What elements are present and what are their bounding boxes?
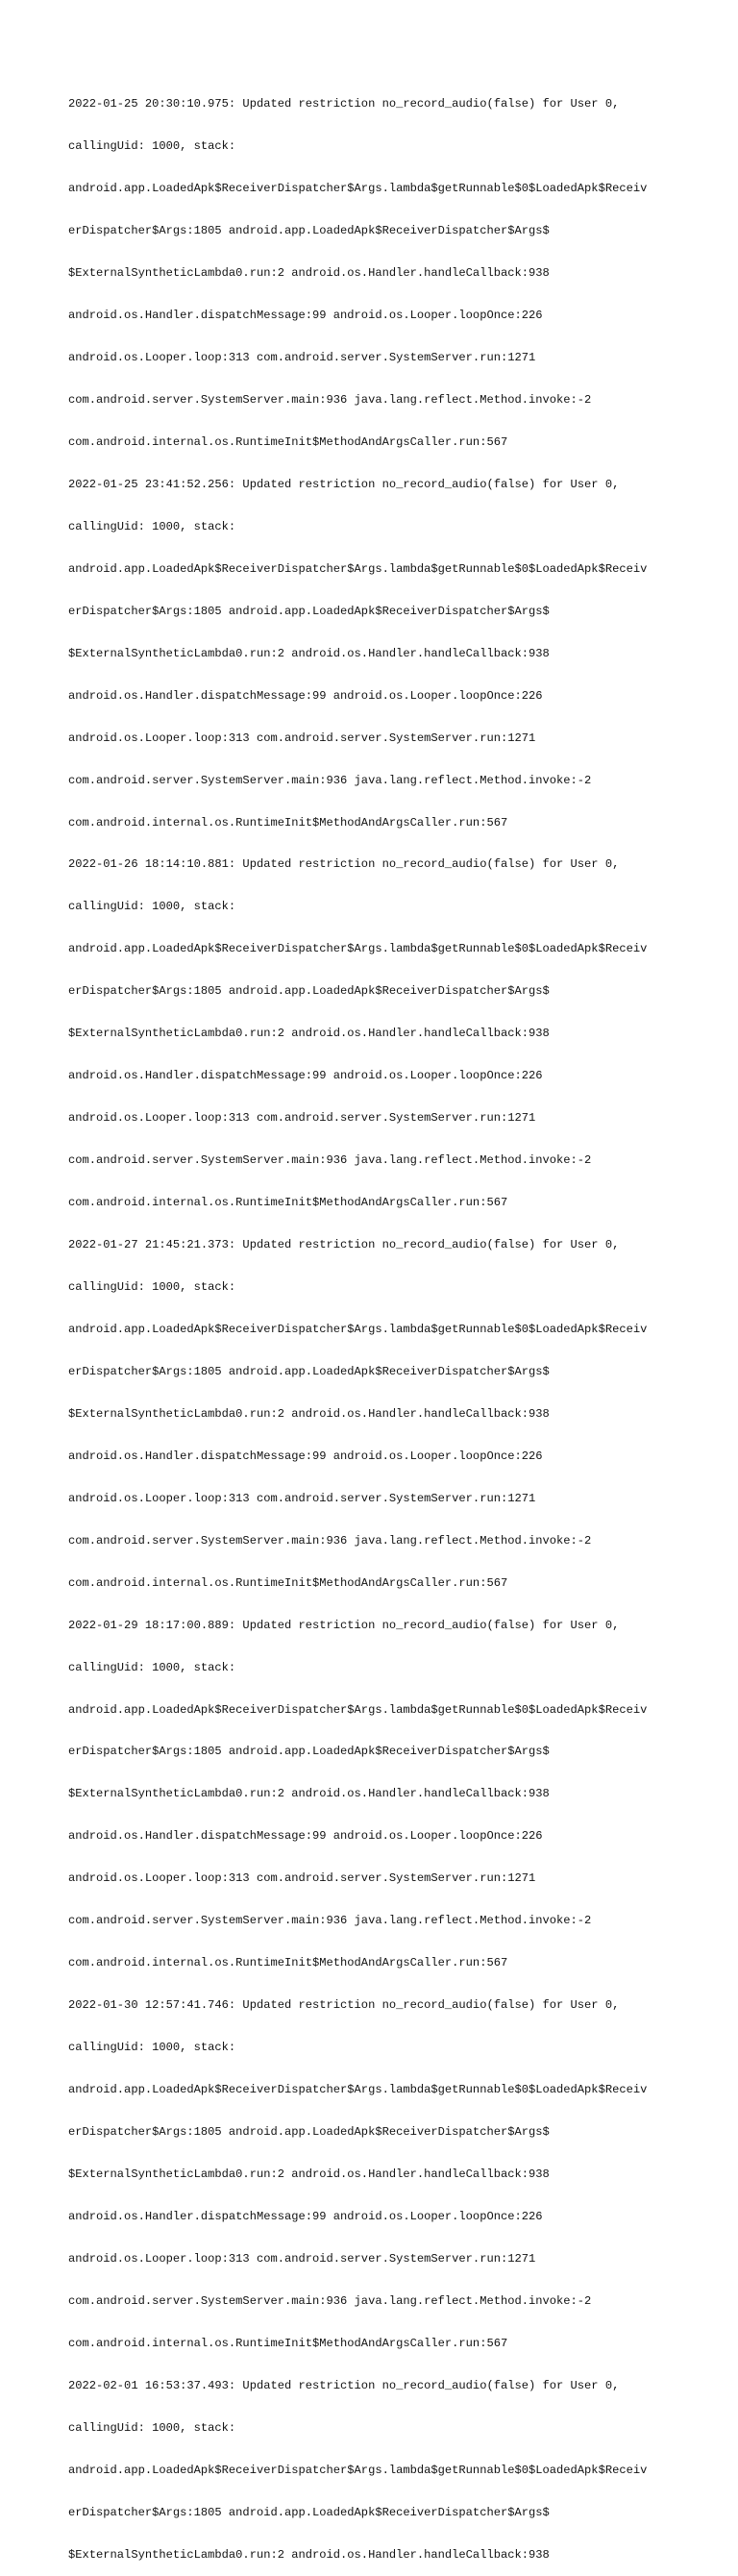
log-line: $ExternalSyntheticLambda0.run:2 android.os.Handler.handleCallback:938 xyxy=(68,646,550,660)
log-line: callingUid: 1000, stack: xyxy=(68,139,236,154)
log-line: 2022-02-01 16:53:37.493: Updated restriction no_record_audio(false) for User 0, xyxy=(68,2378,620,2392)
log-line: android.os.Handler.dispatchMessage:99 android.os.Looper.loopOnce:226 xyxy=(68,2209,543,2223)
log-line: erDispatcher$Args:1805 android.app.LoadedApk$ReceiverDispatcher$Args$ xyxy=(68,984,550,999)
log-line: callingUid: 1000, stack: xyxy=(68,1660,236,1674)
log-line: $ExternalSyntheticLambda0.run:2 android.os.Handler.handleCallback:938 xyxy=(68,1787,550,1801)
log-line: android.app.LoadedApk$ReceiverDispatcher$Args.lambda$getRunnable$0$LoadedApk$Receiv xyxy=(68,942,648,956)
log-line: callingUid: 1000, stack: xyxy=(68,900,236,914)
log-line: android.os.Looper.loop:313 com.android.server.SystemServer.run:1271 xyxy=(68,351,536,365)
log-line: 2022-01-29 18:17:00.889: Updated restriction no_record_audio(false) for User 0, xyxy=(68,1618,620,1632)
log-line: android.app.LoadedApk$ReceiverDispatcher$Args.lambda$getRunnable$0$LoadedApk$Receiv xyxy=(68,1702,648,1717)
log-line: callingUid: 1000, stack: xyxy=(68,519,236,533)
log-line: 2022-01-26 18:14:10.881: Updated restriction no_record_audio(false) for User 0, xyxy=(68,857,620,872)
log-line: android.os.Handler.dispatchMessage:99 android.os.Looper.loopOnce:226 xyxy=(68,1829,543,1844)
log-line: $ExternalSyntheticLambda0.run:2 android.os.Handler.handleCallback:938 xyxy=(68,2167,550,2182)
log-line: android.os.Handler.dispatchMessage:99 android.os.Looper.loopOnce:226 xyxy=(68,309,543,323)
log-line: android.app.LoadedApk$ReceiverDispatcher$Args.lambda$getRunnable$0$LoadedApk$Receiv xyxy=(68,2463,648,2477)
log-line: com.android.internal.os.RuntimeInit$MethodAndArgsCaller.run:567 xyxy=(68,815,508,830)
log-line: $ExternalSyntheticLambda0.run:2 android.os.Handler.handleCallback:938 xyxy=(68,266,550,281)
log-line: $ExternalSyntheticLambda0.run:2 android.os.Handler.handleCallback:938 xyxy=(68,1027,550,1041)
log-line: android.app.LoadedApk$ReceiverDispatcher$Args.lambda$getRunnable$0$LoadedApk$Receiv xyxy=(68,182,648,196)
log-line: com.android.server.SystemServer.main:936 java.lang.reflect.Method.invoke:-2 xyxy=(68,1153,592,1168)
log-line: erDispatcher$Args:1805 android.app.LoadedApk$ReceiverDispatcher$Args$ xyxy=(68,604,550,618)
log-line: com.android.server.SystemServer.main:936 java.lang.reflect.Method.invoke:-2 xyxy=(68,2293,592,2308)
log-line: erDispatcher$Args:1805 android.app.LoadedApk$ReceiverDispatcher$Args$ xyxy=(68,1364,550,1378)
log-line: 2022-01-25 20:30:10.975: Updated restriction no_record_audio(false) for User 0, xyxy=(68,97,620,111)
log-line: com.android.server.SystemServer.main:936 java.lang.reflect.Method.invoke:-2 xyxy=(68,1914,592,1928)
log-line: android.app.LoadedApk$ReceiverDispatcher$Args.lambda$getRunnable$0$LoadedApk$Receiv xyxy=(68,1322,648,1336)
log-line: com.android.internal.os.RuntimeInit$MethodAndArgsCaller.run:567 xyxy=(68,434,508,449)
log-line: android.app.LoadedApk$ReceiverDispatcher$Args.lambda$getRunnable$0$LoadedApk$Receiv xyxy=(68,2083,648,2097)
log-line: erDispatcher$Args:1805 android.app.LoadedApk$ReceiverDispatcher$Args$ xyxy=(68,2505,550,2519)
log-line: android.app.LoadedApk$ReceiverDispatcher$Args.lambda$getRunnable$0$LoadedApk$Receiv xyxy=(68,561,648,576)
log-line: android.os.Looper.loop:313 com.android.server.SystemServer.run:1271 xyxy=(68,2251,536,2266)
log-line: callingUid: 1000, stack: xyxy=(68,2041,236,2055)
log-line: com.android.internal.os.RuntimeInit$MethodAndArgsCaller.run:567 xyxy=(68,1575,508,1590)
log-line: com.android.internal.os.RuntimeInit$MethodAndArgsCaller.run:567 xyxy=(68,1196,508,1210)
log-line: android.os.Looper.loop:313 com.android.server.SystemServer.run:1271 xyxy=(68,1111,536,1126)
log-line: android.os.Looper.loop:313 com.android.server.SystemServer.run:1271 xyxy=(68,731,536,745)
log-line: android.os.Handler.dispatchMessage:99 android.os.Looper.loopOnce:226 xyxy=(68,688,543,703)
log-line: android.os.Looper.loop:313 com.android.server.SystemServer.run:1271 xyxy=(68,1871,536,1886)
log-line: callingUid: 1000, stack: xyxy=(68,1280,236,1294)
log-line: android.os.Handler.dispatchMessage:99 android.os.Looper.loopOnce:226 xyxy=(68,1069,543,1083)
log-line: 2022-01-27 21:45:21.373: Updated restriction no_record_audio(false) for User 0, xyxy=(68,1238,620,1252)
log-line: erDispatcher$Args:1805 android.app.LoadedApk$ReceiverDispatcher$Args$ xyxy=(68,224,550,238)
log-line: callingUid: 1000, stack: xyxy=(68,2420,236,2435)
log-line: erDispatcher$Args:1805 android.app.LoadedApk$ReceiverDispatcher$Args$ xyxy=(68,2125,550,2140)
log-line: android.os.Looper.loop:313 com.android.server.SystemServer.run:1271 xyxy=(68,1491,536,1505)
log-line: $ExternalSyntheticLambda0.run:2 android.os.Handler.handleCallback:938 xyxy=(68,2547,550,2562)
log-line: com.android.server.SystemServer.main:936 java.lang.reflect.Method.invoke:-2 xyxy=(68,392,592,407)
log-line: android.os.Handler.dispatchMessage:99 android.os.Looper.loopOnce:226 xyxy=(68,1449,543,1463)
log-line: com.android.server.SystemServer.main:936 java.lang.reflect.Method.invoke:-2 xyxy=(68,1533,592,1548)
log-line: com.android.internal.os.RuntimeInit$MethodAndArgsCaller.run:567 xyxy=(68,1956,508,1970)
log-line: 2022-01-30 12:57:41.746: Updated restriction no_record_audio(false) for User 0, xyxy=(68,1998,620,2013)
log-line: 2022-01-25 23:41:52.256: Updated restriction no_record_audio(false) for User 0, xyxy=(68,477,620,491)
log-document xyxy=(68,69,683,2576)
log-line: com.android.internal.os.RuntimeInit$MethodAndArgsCaller.run:567 xyxy=(68,2336,508,2350)
log-line: erDispatcher$Args:1805 android.app.LoadedApk$ReceiverDispatcher$Args$ xyxy=(68,1745,550,1759)
log-line: $ExternalSyntheticLambda0.run:2 android.os.Handler.handleCallback:938 xyxy=(68,1406,550,1421)
log-line: com.android.server.SystemServer.main:936 java.lang.reflect.Method.invoke:-2 xyxy=(68,773,592,787)
